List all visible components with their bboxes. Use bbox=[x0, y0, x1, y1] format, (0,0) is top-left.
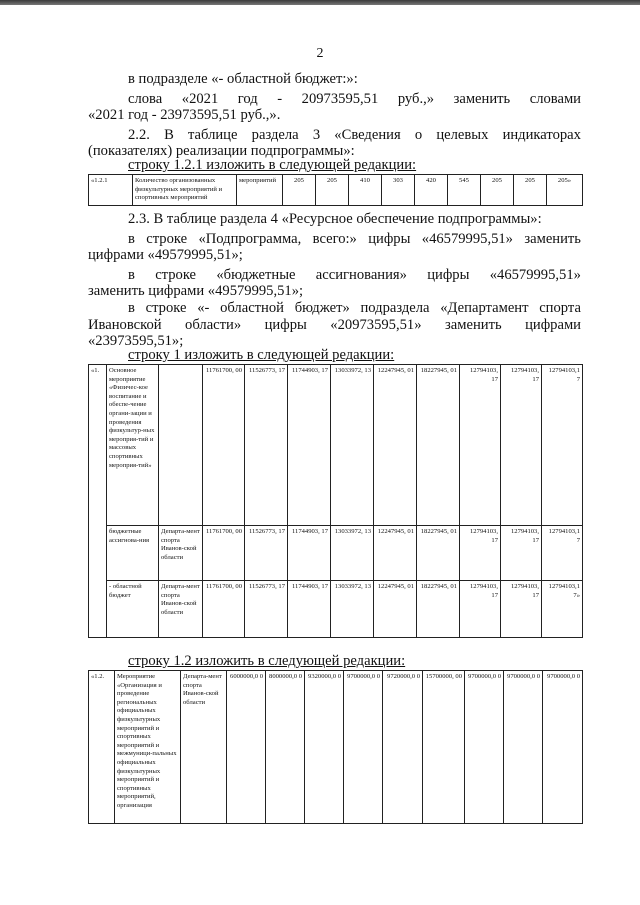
table-cell: 9700000,0 0 bbox=[504, 671, 543, 824]
table-cell: 11744903, 17 bbox=[288, 526, 331, 581]
word: цифры bbox=[427, 267, 470, 283]
table-cell: 12247945, 01 bbox=[374, 526, 417, 581]
word: 3 bbox=[312, 127, 321, 143]
word: спорта bbox=[539, 300, 581, 316]
table-cell: 18227945, 01 bbox=[417, 365, 460, 526]
table-cell: 205 bbox=[283, 175, 316, 206]
table-cell-number: «1.2. bbox=[89, 671, 115, 824]
table-cell: 9700000,0 0 bbox=[344, 671, 383, 824]
table-cell: 6000000,0 0 bbox=[227, 671, 266, 824]
table-cell: 9320000,0 0 bbox=[305, 671, 344, 824]
word: заменить bbox=[524, 231, 581, 247]
word: областной bbox=[220, 300, 284, 316]
word: строке bbox=[145, 300, 187, 316]
word: «46579995,51» bbox=[421, 231, 513, 247]
word: руб.,» bbox=[397, 91, 435, 107]
table-row bbox=[89, 175, 583, 206]
indicators-table bbox=[88, 174, 583, 206]
word: бюджет» bbox=[294, 300, 350, 316]
table-row bbox=[89, 526, 583, 581]
paragraph-budget-allocations-end: заменить цифрами «49579995,51»; bbox=[88, 283, 304, 299]
heading-row-1-2: строку 1.2 изложить в следующей редакции: bbox=[128, 653, 406, 669]
table-cell: 12794103, 17 bbox=[501, 526, 542, 581]
word: заменить bbox=[453, 91, 511, 107]
table-cell: «1.2.1 bbox=[89, 175, 133, 206]
table-cell-name: - областной бюджет bbox=[107, 581, 159, 638]
table-row bbox=[89, 671, 583, 824]
paragraph-section-4: 2.3. В таблице раздела 4 «Ресурсное обеспечение подпрограммы»: bbox=[128, 211, 542, 227]
word: строке bbox=[155, 267, 197, 283]
word: раздела bbox=[251, 127, 299, 143]
table-cell: 8000000,0 0 bbox=[266, 671, 305, 824]
table-cell: 9720000,0 0 bbox=[383, 671, 423, 824]
word: строке bbox=[146, 231, 188, 247]
table-cell: 410 bbox=[349, 175, 382, 206]
table-cell: 18227945, 01 bbox=[417, 526, 460, 581]
table-cell: 12794103, 17 bbox=[460, 581, 501, 638]
table-cell-executor: Департа-мент спорта Иванов-ской области bbox=[181, 671, 227, 824]
word: «бюджетные bbox=[216, 267, 296, 283]
word: индикаторах bbox=[502, 127, 581, 143]
word: ассигнования» bbox=[315, 267, 407, 283]
table-cell: 11761700, 00 bbox=[203, 365, 245, 526]
table-cell: 11761700, 00 bbox=[203, 581, 245, 638]
word: подраздела bbox=[360, 300, 430, 316]
word: «- bbox=[197, 300, 210, 316]
word: целевых bbox=[436, 127, 489, 143]
table-cell: 18227945, 01 bbox=[417, 581, 460, 638]
scan-top-edge bbox=[0, 0, 640, 5]
page-number: 2 bbox=[316, 46, 324, 61]
table-cell: 303 bbox=[382, 175, 415, 206]
word: словами bbox=[529, 91, 581, 107]
table-cell: 11761700, 00 bbox=[203, 526, 245, 581]
table-cell: 12247945, 01 bbox=[374, 365, 417, 526]
table-cell: 12794103,1 7 bbox=[542, 365, 583, 526]
paragraph-words-2021-end: «2021 год - 23973595,51 руб.,». bbox=[88, 107, 281, 123]
word: цифры bbox=[264, 317, 307, 333]
table-cell: 205 bbox=[514, 175, 547, 206]
word: в bbox=[128, 267, 135, 283]
table-cell: 420 bbox=[415, 175, 448, 206]
table-cell: Количество организованных физкультурных мероприятий и спортивных мероприятий bbox=[133, 175, 237, 206]
resources-table-row-1 bbox=[88, 364, 583, 638]
heading-row-1: строку 1 изложить в следующей редакции: bbox=[128, 347, 395, 363]
word: всего:» bbox=[312, 231, 357, 247]
word: 2.2. bbox=[128, 127, 150, 143]
word: год bbox=[237, 91, 258, 107]
table-cell-name: Основное мероприятие «Физичес-кое воспитание и обеспе-чение органи-зации и проведения физкультур-ных мероприя-тий и массовых спортивных мероприя-тий» bbox=[107, 365, 159, 526]
table-cell: 205 bbox=[481, 175, 514, 206]
table-cell: 11526773, 17 bbox=[245, 526, 288, 581]
word: 20973595,51 bbox=[301, 91, 379, 107]
table-cell-executor bbox=[159, 365, 203, 526]
table-cell-executor: Департа-мент спорта Иванов-ской области bbox=[159, 581, 203, 638]
word: Ивановской bbox=[88, 317, 162, 333]
word: о bbox=[414, 127, 423, 143]
table-cell: 15700000, 00 bbox=[423, 671, 465, 824]
word: заменить bbox=[445, 317, 502, 333]
table-row bbox=[89, 581, 583, 638]
word: В bbox=[164, 127, 174, 143]
paragraph-regional-department-end: «23973595,51»; bbox=[88, 333, 184, 349]
paragraph-subprogram-total-end: цифрами «49579995,51»; bbox=[88, 247, 243, 263]
table-cell-name: Мероприятие «Организация и проведение региональных официальных физкультурных мероприятий и спортивных мероприятий и межмуници-пальных официальных физкультурных мероприятий и спортивных мероприятий, организация bbox=[115, 671, 181, 824]
table-cell: 12247945, 01 bbox=[374, 581, 417, 638]
word: цифры bbox=[368, 231, 411, 247]
word: «Сведения bbox=[334, 127, 401, 143]
table-cell: 11744903, 17 bbox=[288, 581, 331, 638]
heading-row-1-2-1: строку 1.2.1 изложить в следующей редакции: bbox=[128, 157, 417, 173]
word: «Подпрограмма, bbox=[198, 231, 302, 247]
word: таблице bbox=[188, 127, 238, 143]
table-cell-name: бюджетные ассигнова-ния bbox=[107, 526, 159, 581]
table-cell: 11526773, 17 bbox=[245, 365, 288, 526]
word: «46579995,51» bbox=[489, 267, 581, 283]
word: слова bbox=[128, 91, 163, 107]
table-cell: 11526773, 17 bbox=[245, 581, 288, 638]
word: в bbox=[128, 300, 135, 316]
table-cell: 12794103, 17 bbox=[460, 526, 501, 581]
word: цифрами bbox=[525, 317, 581, 333]
table-cell: 12794103,1 7 bbox=[542, 526, 583, 581]
table-cell: 13033972, 13 bbox=[331, 581, 374, 638]
paragraph-regional-budget: в подразделе «- областной бюджет:»: bbox=[128, 71, 358, 87]
table-cell: 12794103, 17 bbox=[501, 581, 542, 638]
table-cell: 205 bbox=[316, 175, 349, 206]
table-cell: 12794103, 17 bbox=[501, 365, 542, 526]
table-cell: 205» bbox=[547, 175, 583, 206]
word: «2021 bbox=[181, 91, 219, 107]
table-cell: 12794103, 17 bbox=[460, 365, 501, 526]
table-cell: 12794103,1 7» bbox=[542, 581, 583, 638]
table-cell: 9700000,0 0 bbox=[543, 671, 583, 824]
word: в bbox=[128, 231, 135, 247]
resources-table-row-1-2 bbox=[88, 670, 583, 824]
word: области» bbox=[185, 317, 242, 333]
table-cell: 11744903, 17 bbox=[288, 365, 331, 526]
table-cell-executor: Департа-мент спорта Иванов-ской области bbox=[159, 526, 203, 581]
table-cell: 13033972, 13 bbox=[331, 365, 374, 526]
table-cell: мероприятий bbox=[237, 175, 283, 206]
table-cell: 13033972, 13 bbox=[331, 526, 374, 581]
table-cell-number: «1. bbox=[89, 365, 107, 638]
table-cell: 545 bbox=[448, 175, 481, 206]
table-row bbox=[89, 365, 583, 526]
word: «20973595,51» bbox=[330, 317, 422, 333]
word: «Департамент bbox=[440, 300, 529, 316]
paragraph-section-3-end: (показателях) реализации подпрограммы»: bbox=[88, 143, 355, 159]
word: - bbox=[277, 91, 283, 107]
table-cell: 9700000,0 0 bbox=[465, 671, 504, 824]
